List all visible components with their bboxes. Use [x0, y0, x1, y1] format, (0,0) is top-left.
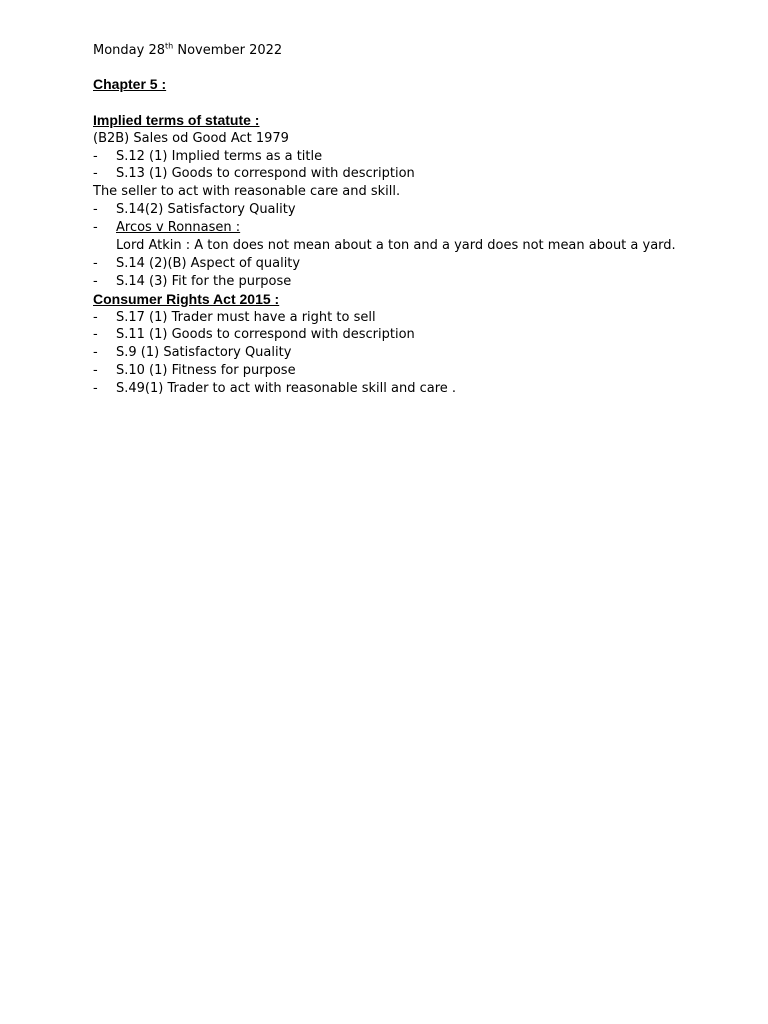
bullet-dash: - — [93, 345, 98, 361]
section-heading-consumer-rights: Consumer Rights Act 2015 : — [93, 290, 280, 307]
list-item-text: S.13 (1) Goods to correspond with description — [116, 166, 415, 182]
list-item-text: S.49(1) Trader to act with reasonable skill and care . — [116, 381, 457, 397]
list-item — [93, 148, 733, 166]
list-item-text: S.17 (1) Trader must have a right to sell — [116, 309, 376, 325]
list-item-text: S.14(2) Satisfactory Quality — [116, 202, 296, 218]
case-name: Arcos v Ronnasen : — [116, 220, 241, 236]
list-item-text: S.14 (3) Fit for the purpose — [116, 273, 292, 289]
list-item-text: S.11 (1) Goods to correspond with description — [116, 327, 415, 343]
bullet-dash: - — [93, 273, 98, 289]
bullet-dash: - — [93, 363, 98, 379]
note-text: The seller to act with reasonable care and skill. — [93, 184, 401, 200]
case-quote: Lord Atkin : A ton does not mean about a ton and a yard does not mean about a yard. — [116, 238, 676, 254]
list-item-text: S.10 (1) Fitness for purpose — [116, 363, 296, 379]
list-item-text: S.9 (1) Satisfactory Quality — [116, 345, 292, 361]
list-item — [93, 255, 733, 273]
date-prefix: Monday 28 — [93, 43, 165, 58]
bullet-dash: - — [93, 309, 98, 325]
section-heading-implied-terms: Implied terms of statute : — [93, 111, 260, 128]
act-subtitle: (B2B) Sales od Good Act 1979 — [93, 130, 289, 146]
list-item — [93, 165, 733, 183]
list-item-text: S.14 (2)(B) Aspect of quality — [116, 255, 301, 271]
bullet-dash: - — [93, 220, 98, 236]
bullet-dash: - — [93, 381, 98, 397]
bullet-dash: - — [93, 148, 98, 164]
list-item — [93, 309, 733, 327]
list-item-text: S.12 (1) Implied terms as a title — [116, 148, 323, 164]
spacer — [93, 60, 733, 76]
spacer — [93, 94, 733, 112]
bullet-dash: - — [93, 202, 98, 218]
list-item — [93, 362, 733, 380]
bullet-dash: - — [93, 166, 98, 182]
list-item — [93, 326, 733, 344]
list-item — [93, 201, 733, 219]
list-item — [93, 380, 733, 398]
document-date — [93, 42, 733, 60]
list-item-case — [93, 219, 733, 237]
bullet-dash: - — [93, 255, 98, 271]
document-page — [93, 42, 733, 398]
list-item — [93, 273, 733, 291]
date-rest: November 2022 — [173, 43, 283, 58]
date-ordinal-suffix: th — [165, 41, 174, 51]
chapter-heading: Chapter 5 : — [93, 75, 167, 92]
bullet-dash: - — [93, 327, 98, 343]
list-item — [93, 344, 733, 362]
